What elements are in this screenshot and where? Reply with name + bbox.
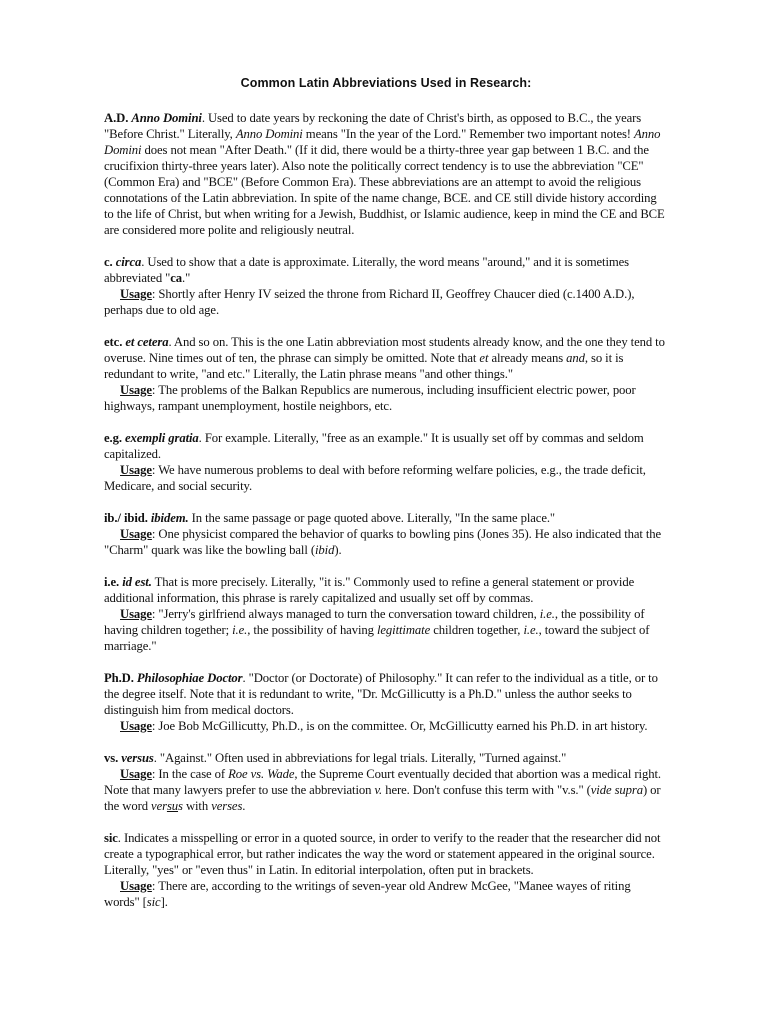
usage-label: Usage [120,879,152,893]
usage-text: : Shortly after Henry IV seized the throne from Richard II, Geoffrey Chaucer died (c.1400 A.D.), perhaps due to old age. [104,287,635,317]
entry-anno-domini [104,110,668,238]
usage-label: Usage [120,287,152,301]
usage-text: , the possibility of having children together; [104,607,645,637]
definition-text: means "In the year of the Lord." Remember two important notes! [302,127,635,141]
abbreviation: i.e. [104,575,120,589]
italic-term-part: s [178,799,183,813]
usage-text: here. Don't confuse this term with "v.s." ( [382,783,591,797]
entry-exempli-gratia [104,430,668,494]
definition-text: . "Doctor (or Doctorate) of Philosophy." It can refer to the individual as a title, or to the degree itself. Note that it is redundant to write, "Dr. McGillicutty is a Ph.D." unless the author seeks to distinguish him from medical doctors. [104,671,658,717]
entry-id-est [104,574,668,654]
definition [104,670,668,718]
latin-term: circa [115,255,142,269]
usage-text: ). [334,543,342,557]
usage-example [104,878,668,910]
usage-text: : One physicist compared the behavior of quarks to bowling pins (Jones 35). He also indicated that the "Charm" quark was like the bowling ball ( [104,527,662,557]
usage-text: : There are, according to the writings of seven-year old Andrew McGee, "Manee wayes of riting words" [ [104,879,631,909]
entry-philosophiae-doctor [104,670,668,734]
definition-text: . For example. Literally, "free as an example." It is usually set off by commas and seldom capitalized. [104,431,644,461]
italic-term: et [479,351,489,365]
usage-example [104,462,668,494]
page-title: Common Latin Abbreviations Used in Research: [240,76,532,90]
usage-text: : "Jerry's girlfriend always managed to turn the conversation toward children, [151,607,540,621]
usage-text: : In the case of [151,767,229,781]
usage-text: ) or the word [104,783,661,813]
entry-ibidem [104,510,668,558]
italic-term: and [566,351,585,365]
definition-text: . Used to show that a date is approximate. Literally, the word means "around," and it is sometimes abbreviated " [104,255,630,285]
italic-term [151,799,183,813]
underlined-letters: su [166,799,179,813]
entry-circa [104,254,668,318]
abbreviation: sic [104,831,118,845]
abbreviation: e.g. [104,431,122,445]
usage-text: : The problems of the Balkan Republics are numerous, including insufficient electric power, poor highways, rampant unemployment, hostile neighbors, etc. [104,383,636,413]
definition [104,830,668,878]
italic-term: Anno Domini [104,127,661,157]
abbreviation: etc. [104,335,123,349]
italic-term: v. [374,783,383,797]
usage-label: Usage [120,383,152,397]
definition-text: . And so on. This is the one Latin abbreviation most students already know, and the one they tend to overuse. Nine times out of ten, the phrase can simply be omitted. Note that [104,335,665,365]
entry-versus [104,750,668,814]
definition [104,430,668,462]
italic-term: Roe vs. Wade [228,767,295,781]
document-page [104,76,668,926]
latin-term: Anno Domini [131,111,202,125]
italic-term: i.e. [539,607,555,621]
italic-term: vide supra [590,783,643,797]
entry-sic [104,830,668,910]
usage-text: with [182,799,212,813]
definition-text: That is more precisely. Literally, "it is." Commonly used to refine a general statement or provide additional information, this phrase is rarely capitalized and usually set off by commas. [104,575,635,605]
definition [104,750,668,766]
definition [104,254,668,286]
italic-term: Anno Domini [235,127,303,141]
abbreviation: ib./ ibid. [104,511,148,525]
usage-example [104,766,668,814]
usage-example [104,286,668,318]
usage-label: Usage [120,463,152,477]
usage-text: ]. [160,895,168,909]
definition-text: does not mean "After Death." (If it did, there would be a thirty-three year gap between 1 B.C. and the crucifixion thirty-three years later). Also note the politically correct tendency is to use the abbreviation "CE" (Common Era) and "BCE" (Before Common Era). These abbreviations are an attempt to avoid the religious connotations of the Latin abbreviation. In spite of the name change, BCE. and CE still divide history according to the life of Christ, but when writing for a Jewish, Buddhist, or Islamic audience, keep in mind the CE and BCE are considered more polite and religiously neutral. [104,143,665,237]
italic-term: i.e. [523,623,539,637]
italic-term: legittimate [376,623,431,637]
italic-term: ibid [314,543,335,557]
definition-text: . "Against." Often used in abbreviations for legal trials. Literally, "Turned against." [153,751,567,765]
italic-term: i.e. [232,623,248,637]
definition-text: already means [488,351,567,365]
italic-term-part: ver [151,799,167,813]
definition-text: In the same passage or page quoted above. Literally, "In the same place." [188,511,555,525]
usage-text: , the possibility of having [247,623,377,637]
usage-text: , the Supreme Court eventually decided that abortion was a medical right. Note that many lawyers prefer to use the abbreviation [104,767,661,797]
definition-text: ." [182,271,191,285]
definition-text: . Used to date years by reckoning the date of Christ's birth, as opposed to B.C., the years "Before Christ." Literally, [104,111,642,141]
usage-example [104,526,668,558]
definition [104,110,668,238]
latin-term: et cetera [125,335,169,349]
abbreviation: c. [104,255,113,269]
usage-text: children together, [430,623,524,637]
definition [104,334,668,382]
usage-text: : We have numerous problems to deal with before reforming welfare policies, e.g., the trade deficit, Medicare, and social security. [104,463,646,493]
usage-label: Usage [120,607,152,621]
usage-example [104,606,668,654]
abbreviation: A.D. [104,111,129,125]
latin-term: ibidem. [150,511,189,525]
italic-term: sic [146,895,161,909]
latin-term: Philosophiae Doctor [136,671,243,685]
italic-term: verses [211,799,243,813]
usage-example [104,382,668,414]
usage-label: Usage [120,719,152,733]
definition [104,574,668,606]
latin-term: id est. [122,575,152,589]
usage-text: : Joe Bob McGillicutty, Ph.D., is on the committee. Or, McGillicutty earned his Ph.D. in art history. [151,719,648,733]
usage-label: Usage [120,767,152,781]
bold-term: ca [170,271,183,285]
definition-text: , so it is redundant to write, "and etc." Literally, the Latin phrase means "and other things." [104,351,624,381]
entry-et-cetera [104,334,668,414]
usage-text: , toward the subject of marriage." [104,623,650,653]
usage-label: Usage [120,527,152,541]
usage-example [104,718,668,734]
usage-text: . [242,799,246,813]
definition-text: . Indicates a misspelling or error in a quoted source, in order to verify to the reader that the researcher did not create a typographical error, but rather indicates the way the word or statement appeared in the original source. Literally, "yes" or "even thus" in Latin. In editorial interpolation, often put in brackets. [104,831,661,877]
latin-term: exempli gratia [125,431,199,445]
abbreviation: vs. [104,751,119,765]
latin-term: versus [121,751,154,765]
abbreviation: Ph.D. [104,671,134,685]
definition [104,510,668,526]
